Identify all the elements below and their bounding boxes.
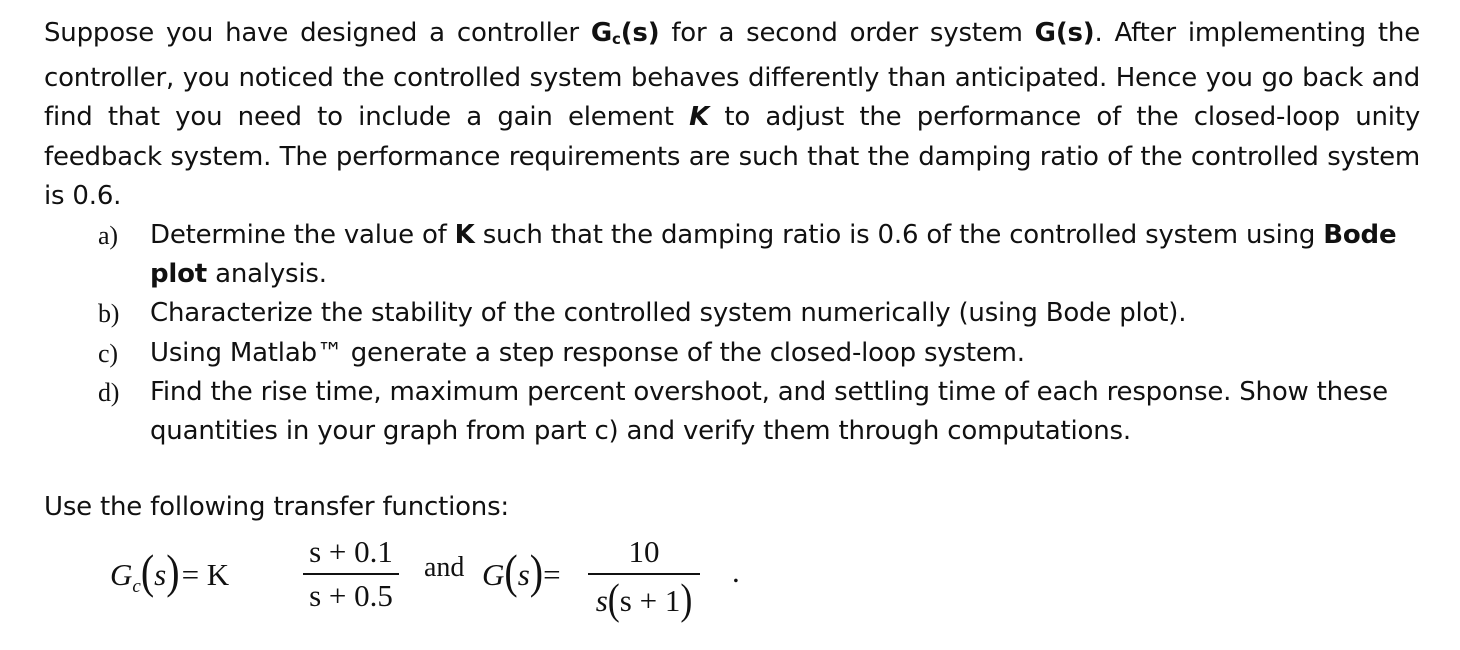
- equation-conjunction: and: [424, 552, 465, 583]
- controller-numerator: s + 0.1: [309, 534, 393, 569]
- task-marker-d: d): [98, 377, 120, 407]
- plant-numerator: 10: [628, 534, 660, 569]
- controller-equals-k: = K: [181, 557, 230, 592]
- intro-text-3: . After implementing the controller, you noticed the controlled system behaves differently than anticipated. Hence you go back and find that you need to include a gain element: [44, 18, 1420, 133]
- controller-symbol-base: G: [590, 18, 613, 48]
- controller-lhs: $G_c(s)= K$: [110, 544, 230, 599]
- task-item-a: [44, 216, 1420, 294]
- plant-denominator: s(s + 1): [595, 574, 693, 623]
- plant-denominator-s: s: [595, 582, 608, 618]
- task-text-a: [150, 220, 1396, 289]
- intro-text-4: to adjust the performance of the closed-loop unity feedback system. The performance requirements are such that the damping ratio of the controlled system is 0.6.: [44, 102, 1421, 211]
- intro-text-1: Suppose you have designed a controller: [44, 18, 591, 48]
- task-marker-c: c): [98, 338, 118, 368]
- controller-lhs-sub: c: [132, 576, 141, 598]
- controller-denominator: s + 0.5: [309, 577, 393, 613]
- equation-period: .: [732, 554, 740, 589]
- task-a-bode: Bode plot: [150, 220, 1397, 290]
- plant-denominator-inner: s + 1: [619, 582, 681, 618]
- controller-symbol-sub: c: [612, 30, 621, 48]
- problem-intro: [44, 14, 1420, 216]
- transfer-function-intro: Use the following transfer functions:: [44, 492, 509, 522]
- task-text-c: Using Matlab™ generate a step response of the closed-loop system.: [150, 337, 1025, 368]
- plant-lhs-s: s: [517, 557, 530, 592]
- task-a-text-2: such that the damping ratio is 0.6 of the controlled system using: [474, 220, 1324, 251]
- intro-text-2: for a second order system: [659, 18, 1035, 48]
- plant-lhs: G(s)=: [482, 544, 561, 599]
- gain-symbol: K: [689, 102, 710, 133]
- task-item-d: [44, 373, 1420, 451]
- controller-lhs-g: G: [110, 557, 133, 592]
- task-a-gain: K: [454, 220, 475, 251]
- plant-symbol: G(s): [1034, 18, 1095, 48]
- task-list: [44, 216, 1420, 451]
- task-text-b: Characterize the stability of the controlled system numerically (using Bode plot).: [150, 298, 1187, 329]
- plant-fraction: [588, 534, 700, 623]
- task-a-text-3: analysis.: [207, 259, 327, 290]
- problem-document: [44, 14, 1421, 522]
- task-a-text-1: Determine the value of: [150, 220, 455, 251]
- controller-symbol: [591, 18, 660, 48]
- task-item-c: [44, 334, 1420, 373]
- task-marker-a: a): [98, 221, 118, 251]
- plant-lhs-g: G: [482, 557, 505, 592]
- task-marker-b: b): [98, 299, 120, 329]
- controller-lhs-s: s: [154, 557, 167, 592]
- task-item-b: [44, 294, 1420, 333]
- controller-symbol-arg: (s): [620, 18, 660, 48]
- controller-fraction: [303, 534, 399, 614]
- task-text-d: Find the rise time, maximum percent overshoot, and settling time of each response. Show these quantities in your graph from part c) and verify them through computations.: [150, 376, 1388, 447]
